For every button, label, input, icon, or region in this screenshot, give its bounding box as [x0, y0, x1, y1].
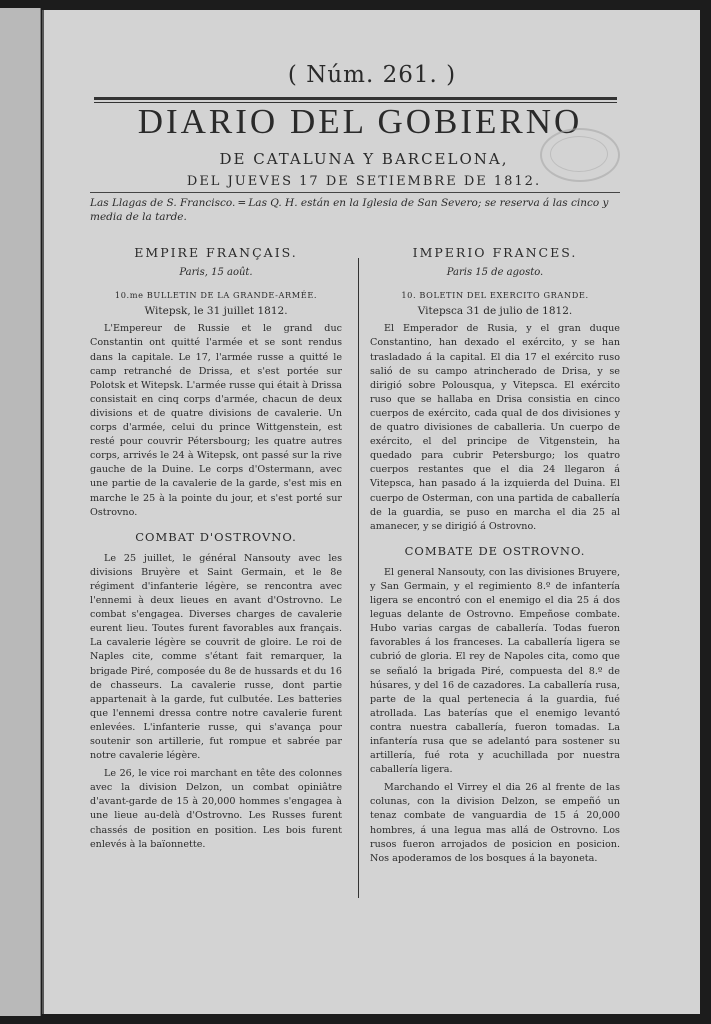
left-column-french	[90, 242, 342, 852]
issue-date: DEL JUEVES 17 DE SETIEMBRE DE 1812.	[186, 174, 542, 189]
left-bulletin-title: 10.me BULLETIN DE LA GRANDE-ARMÉE.	[114, 290, 318, 301]
newspaper-page	[42, 10, 700, 1014]
library-stamp-inner	[550, 136, 608, 172]
masthead-rule-thick	[94, 97, 617, 100]
right-heading: IMPERIO FRANCES.	[412, 245, 578, 260]
left-dateline: Witepsk, le 31 juillet 1812.	[144, 305, 288, 318]
right-column-spanish	[370, 242, 620, 866]
right-paragraph-2: El general Nansouty, con las divisiones Bruyere, y San Germain, y el regimiento 8.º de infantería ligera se encontró con el enemigo el dia 25 á dos leguas delante de Ostrovno. Empeñose combate. Hubo varias cargas de caballería. Todas fueron favorables á los franceses. La caballería ligera se cubrió de gloria. El rey de Napoles cita, como que se señaló la brigada Piré, compuesta del 8.º de húsares, y del 16 de cazadores. La caballería rusa, parte de la qual pertenecia á la guardia, fué atrollada. Las baterías que el enemigo levantó contra nuestra caballería, fueron tomadas. La infantería rusa que se adelantó para sostener su artillería, fué rota y acuchillada por nuestra caballería ligera.	[370, 566, 620, 776]
left-section-heading: COMBAT D'OSTROVNO.	[135, 529, 297, 544]
header-divider	[90, 192, 620, 193]
right-bulletin-title: 10. BOLETIN DEL EXERCITO GRANDE.	[401, 290, 589, 301]
newspaper-title: DIARIO DEL GOBIERNO	[137, 102, 583, 141]
religious-notice: Las Llagas de S. Francisco. ═ Las Q. H. están en la Iglesia de San Severo; se reserva á las cinco y media de la tarde.	[90, 197, 609, 223]
column-divider	[358, 258, 359, 898]
right-paragraph-3: Marchando el Virrey el dia 26 al frente de las colunas, con la division Delzon, se empeñó un tenaz combate de vanguardia de 15 á 20,000 hombres, á una legua mas allá de Ostrovno. Los rusos fueron arrojados de posicion en posicion. Nos apoderamos de los bosques á la bayoneta.	[370, 782, 620, 864]
right-place: Paris 15 de agosto.	[446, 267, 544, 279]
newspaper-subtitle: DE CATALUNA Y BARCELONA,	[219, 150, 509, 168]
adjacent-page-edge	[0, 8, 41, 1016]
right-section-heading: COMBATE DE OSTROVNO.	[404, 543, 586, 558]
left-paragraph-2: Le 25 juillet, le général Nansouty avec les divisions Bruyère et Saint Germain, et le 8e régiment d'infanterie légère, se rencontra avec l'ennemi à deux lieues en avant d'Ostrovno. Le combat s'engagea. Diverses charges de cavalerie eurent lieu. Toutes furent favorables aux français. La cavalerie légère se couvrit de gloire. Le roi de Naples cite, comme s'étant fait remarquer, la brigade Piré, composée du 8e de hussards et du 16 de chasseurs. La cavalerie russe, dont partie appartenait à la garde, fut culbutée. Les batteries que l'ennemi dressa contre notre cavalerie furent enlevées. L'infanterie russe, qui s'avança pour soutenir son artillerie, fut rompue et sabrée par notre cavalerie légère.	[90, 552, 342, 762]
right-dateline: Vitepsca 31 de julio de 1812.	[417, 305, 573, 318]
left-place: Paris, 15 août.	[179, 267, 253, 279]
right-paragraph-1: El Emperador de Rusia, y el gran duque Constantino, han dexado el exército, y se han trasladado á la capital. El dia 17 el exército ruso salió de su campo atrincherado de Drisa, y se dirigió sobre Polousqua, y Vitepsca. El exército ruso que se hallaba en Drisa consistia en cinco cuerpos de exército, cada qual de dos divisiones y de quatro divisiones de caballeria. Un cuerpo de exército, el del principe de Vitgenstein, ha quedado para cubrir Petersburgo; los quatro cuerpos restantes que el dia 24 llegaron á Vitepsca, han pasado á la izquierda del Duina. El cuerpo de Osterman, con una partida de caballería de la guardia, se puso en marcha el dia 25 al amanecer, y se dirigió á Ostrovno.	[370, 323, 620, 532]
left-paragraph-3: Le 26, le vice roi marchant en tête des colonnes avec la division Delzon, un combat opiniâtre d'avant-garde de 15 à 20,000 hommes s'engagea à une lieue au-delà d'Ostrovno. Les Russes furent chassés de position en position. Les bois furent enlevés à la baïonnette.	[90, 768, 342, 850]
left-paragraph-1: L'Empereur de Russie et le grand duc Constantin ont quitté l'armée et se sont rendus dans la capitale. Le 17, l'armée russe a quitté le camp retranché de Drissa, et s'est portée sur Polotsk et Witepsk. L'armée russe qui était à Drissa consistait en cinq corps d'armée, chacun de deux divisions et de quatre divisions de cavalerie. Un corps d'armée, celui du prince Wittgenstein, est resté pour couvrir Pétersbourg; les quatre autres corps, arrivés le 24 à Witepsk, ont passé sur la rive gauche de la Duine. Le corps d'Ostermann, avec une partie de la cavalerie de la garde, s'est mis en marche le 25 à la pointe du jour, et s'est porté sur Ostrovno.	[90, 323, 342, 518]
issue-number: ( Núm. 261. )	[287, 62, 457, 88]
library-stamp	[540, 128, 620, 182]
left-heading: EMPIRE FRANÇAIS.	[134, 245, 298, 260]
